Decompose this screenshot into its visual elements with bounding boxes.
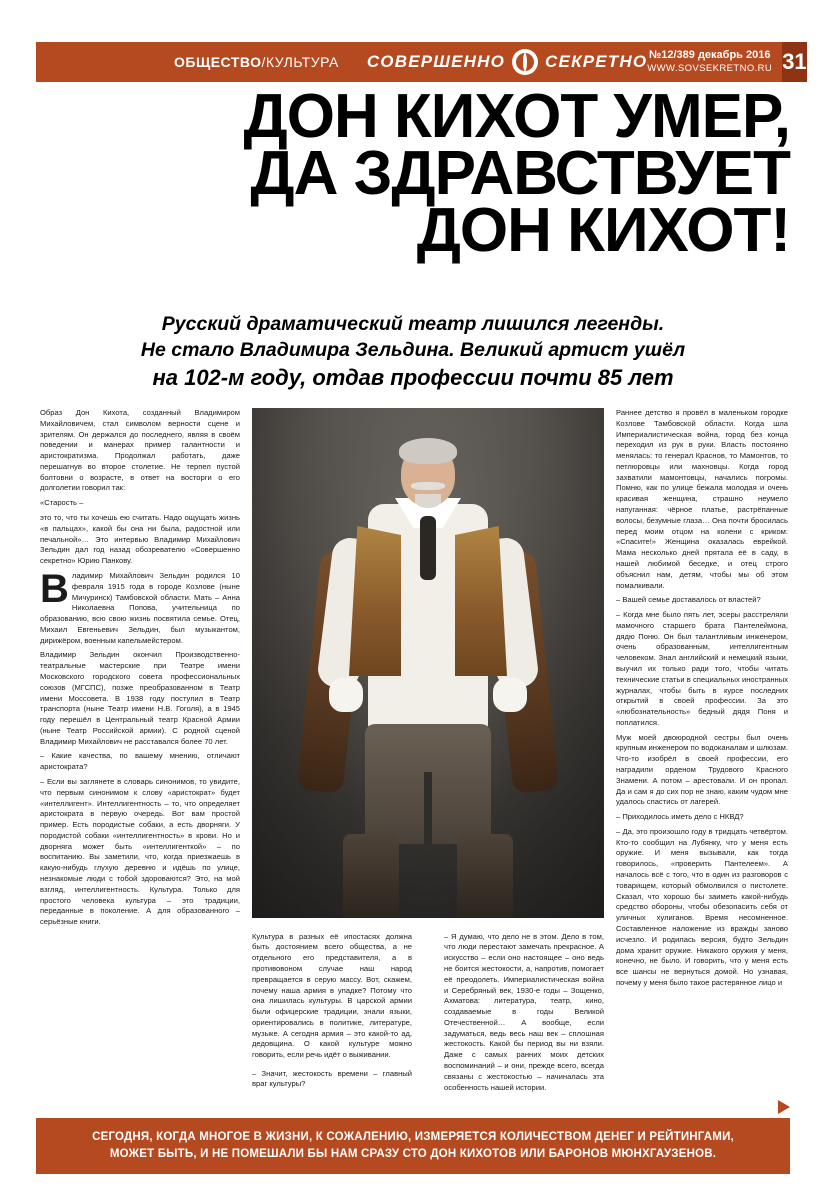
boot-right bbox=[457, 834, 513, 918]
banner-line-2: МОЖЕТ БЫТЬ, И НЕ ПОМЕШАЛИ БЫ НАМ СРАЗУ СТО ДОН КИХОТОВ ИЛИ БАРОНОВ МЮНХГАУЗЕНОВ. bbox=[109, 1148, 717, 1160]
banner-line-1: СЕГОДНЯ, КОГДА МНОГОЕ В ЖИЗНИ, К СОЖАЛЕНИЮ, ИЗМЕРЯЕТСЯ КОЛИЧЕСТВОМ ДЕНЕГ И РЕЙТИНГАМИ, bbox=[92, 1130, 734, 1143]
article-body bbox=[40, 408, 788, 1108]
article-photo bbox=[252, 408, 604, 918]
glove-right bbox=[493, 678, 527, 712]
issue-number: №12/389 декабрь 2016 bbox=[648, 49, 771, 62]
brand-word-right: СЕКРЕТНО bbox=[545, 52, 648, 71]
page-title bbox=[36, 82, 790, 266]
continue-arrow-icon bbox=[778, 1100, 790, 1114]
paragraph: «Старость – bbox=[40, 498, 84, 508]
paragraph: – Я думаю, что дело не в этом. Дело в том, что люди перестают замечать прекрасное. А искусство – если оно настоящее – оно ведь не боится жестокости, а, напротив, помогает её преодолеть. Империалистическая война и Серебряный век, 1930-е годы – Зощенко, Ахматова: литература, театр, кино, создаваемые в годы Великой Отечественной… А вообще, если задуматься, ведь весь наш век – сплошная жестокость. Какой бы период вы ни взяли. Даже с самых ранних моих детских воспоминаний – и они, прежде всего, всегда связаны с жестокостью – начиналась эта особенность нашей истории. bbox=[444, 931, 604, 1092]
glove-left bbox=[329, 678, 363, 712]
brand-word-left: СОВЕРШЕННО bbox=[366, 52, 506, 71]
section-label-light: /КУЛЬТУРА bbox=[261, 54, 339, 70]
paragraph: Владимир Зельдин окончил Производственно-театральные мастерские при Театре имени Московского городского совета профессиональных союзов (МГСПС), позже преобразованном в Театр имени Моссовета. В 1938 году поступил в Театр транспорта (ныне Театр имени Н.В. Гоголя), а в 1945 году перешёл в Центральный театр Красной Армии (ныне Театр Российской армии). С родной сценой Владимир Михайлович не расставался более 70 лет. bbox=[40, 650, 240, 746]
page-number-badge: 31 bbox=[782, 42, 806, 82]
paragraph: – Вашей семье доставалось от властей? bbox=[616, 595, 761, 605]
paragraph: Образ Дон Кихота, созданный Владимиром Михайловичем, стал символом верности сцене и зрителям. Он держался до последнего, являя в своём поведении и манерах пример галантности и аристократизма. Продолжал работать, даже перешагнув во второе столетие. Не терпел пустой болтовни о возрасте, в ответ на восторги о его долголетии говорил так: bbox=[40, 408, 240, 493]
actor-portrait bbox=[323, 442, 533, 918]
paragraph: это то, что ты хочешь ею считать. Надо ощущать жизнь «в пальцах», какой бы она ни была, радостной или печальной»… Это интервью Владимир Михайлович Зельдин дал год назад обозревателю «Совершенно секретно» Юрию Панкову. bbox=[40, 513, 240, 566]
paragraph: – Какие качества, по вашему мнению, отличают аристократа? bbox=[40, 751, 240, 772]
paragraph: – Да, это произошло году в тридцать четвёртом. Кто-то сообщил на Лубянку, что у меня есть оружие. И меня вызывали, как тогда говорилось, «проверить Пантелеем». А началось всё с того, что в один из разговоров с товарищем, который обмолвился о пистолете. Сказал, что хорошо бы заиметь какой-нибудь средство обороны, чтобы обезопасить себя от уличных хулиганов. Время несомненное. Составленное наложение из вражды заново исчезло. И родилась версия, будто Зельдин дома хранит оружие. Никакого оружия у меня, конечно, не было. И говорить, что у меня есть все шансы не вернуться домой. Но узнавая, почему у меня было такое растерянное лицо и bbox=[616, 826, 788, 987]
column-four bbox=[616, 408, 788, 993]
moustache bbox=[411, 482, 445, 490]
section-label-bold: ОБЩЕСТВО bbox=[174, 54, 262, 70]
caption-column-right bbox=[444, 924, 604, 1101]
masthead-bar bbox=[36, 42, 807, 82]
column-one bbox=[40, 408, 240, 932]
pull-quote-banner bbox=[36, 1118, 790, 1174]
hair bbox=[399, 438, 457, 464]
paragraph: Культура в разных её ипостасях должна быть достоянием всего общества, а не отдельного его представителя, а в противовоном случае наш народ превращается в серую массу. Вот, скажем, почему наша армия в упадке? Потому что она лишилась культуры. В царской армии были офицерские традиции, знали языки, ориентировались в политике, литературе, музыке. А сегодня армия – это какой-то ад, дедовщина. О какой культуре можно говорить, если речь идёт о выживании. bbox=[252, 931, 412, 1060]
subtitle-line-3: на 102-м году, отдав профессии почти 85 лет bbox=[152, 365, 674, 391]
paragraph: Муж моей двоюродной сестры был очень крупным инженером по водоканалам и шлюзам. Что-то изобрёл в своей профессии, его наградили орденом Трудового Красного Знамени. А потом – арестовали. И он пропал. Да и сам я до сих пор не знаю, каким чудом мне удалось спастись от лагерей. bbox=[616, 732, 788, 807]
paragraph: – Когда мне было пять лет, эсеры расстреляли мамочного старшего брата Пантелеймона, дядю Поню. Он был талантливым инженером, очень образованным, интеллигентным человеком. Знал английский и немецкий языки, выучил их только ради того, чтобы читать технические статьи в специальных иностранных журналах, чтобы быть в курсе последних открытий в своей профессии. За это «любознательность» бедный дядя Поня и поплатился. bbox=[616, 610, 788, 727]
headline-line-2: ДА ЗДРАВСТВУЕТ bbox=[250, 139, 790, 209]
headline-line-3: ДОН КИХОТ! bbox=[416, 196, 790, 266]
leg-gap bbox=[424, 772, 432, 844]
subtitle-line-1: Русский драматический театр лишился легенды. bbox=[161, 313, 665, 335]
paragraph-dropcap: Владимир Михайлович Зельдин родился 10 февраля 1915 года в городе Козлове (ныне Мичуринск) Тамбовской области. Мать – Анна Николаевна Попова, учительница по образованию, всю свою жизнь посвятила семье. Отец, Михаил Евгеньевич Зельдин, был музыкантом, дирижёром, военным капельмейстером. bbox=[40, 566, 240, 645]
paragraph: – Приходилось иметь дело с НКВД? bbox=[616, 812, 744, 822]
beard bbox=[415, 494, 441, 508]
paragraph: Раннее детство я провёл в маленьком городке Козлове Тамбовской области. Когда шла Империалистическая война, город без конца переходил из рук в руки. Власть постоянно менялась: то генерал Краснов, то Мамонтов, то петлюровцы или махновцы. Когда город захватили мамонтовцы, начались погромы. Помню, как по улице бежала молодая и очень красивая женщина, страшно неумело напуганная: чёрное платье, растрёпанные волосы, безумные глаза… Она почти бросилась перед моим отцом на колени с криком: «Спасите!» Женщина оказалась еврейкой. Мама несколько дней прятала её в саду, в нашей любимой беседке, и отец строго объяснил нам, детям, чтобы мы об этом помалкивали. bbox=[616, 408, 788, 590]
headline-line-1: ДОН КИХОТ УМЕР, bbox=[243, 82, 790, 151]
paragraph: – Значит, жестокость времени – главный враг культуры? bbox=[252, 1068, 412, 1089]
website-url[interactable]: WWW.SOVSEKRETNO.RU bbox=[647, 62, 773, 74]
issue-info bbox=[647, 49, 782, 75]
vest-right bbox=[455, 526, 507, 676]
subtitle bbox=[36, 312, 790, 393]
photo-caption-block bbox=[252, 924, 604, 1101]
tie bbox=[420, 516, 436, 580]
brand-logo bbox=[367, 49, 647, 75]
vest-left bbox=[349, 526, 401, 676]
subtitle-line-2: Не стало Владимира Зельдина. Великий артист ушёл bbox=[140, 338, 686, 361]
boot-left bbox=[343, 834, 399, 918]
paragraph: – Если вы заглянете в словарь синонимов, то увидите, что первым синонимом к слову «аристократ» будет «интеллигент». Интеллигентность – то, что определяет аристократа в первую очередь. Вот вам простой пример. Есть породистые собаки, а есть дворняги. У породистой собаки «интеллигентность» в крови. Но и дворняга может быть «интеллигенткой» – по воспитанию. Вы заметили, что, когда приезжаешь в какую-нибудь глухую деревню и идёшь по улице, незнакомые люди с тобой здороваются? Это, на мой взгляд, интеллигентность. Культура. Только для простого человека культура – это традиции, переданные в поколение. А для образованного – серьёзные книги. bbox=[40, 777, 240, 927]
section-label bbox=[36, 54, 339, 70]
globe-icon bbox=[512, 49, 538, 75]
caption-column-left bbox=[252, 924, 412, 1098]
